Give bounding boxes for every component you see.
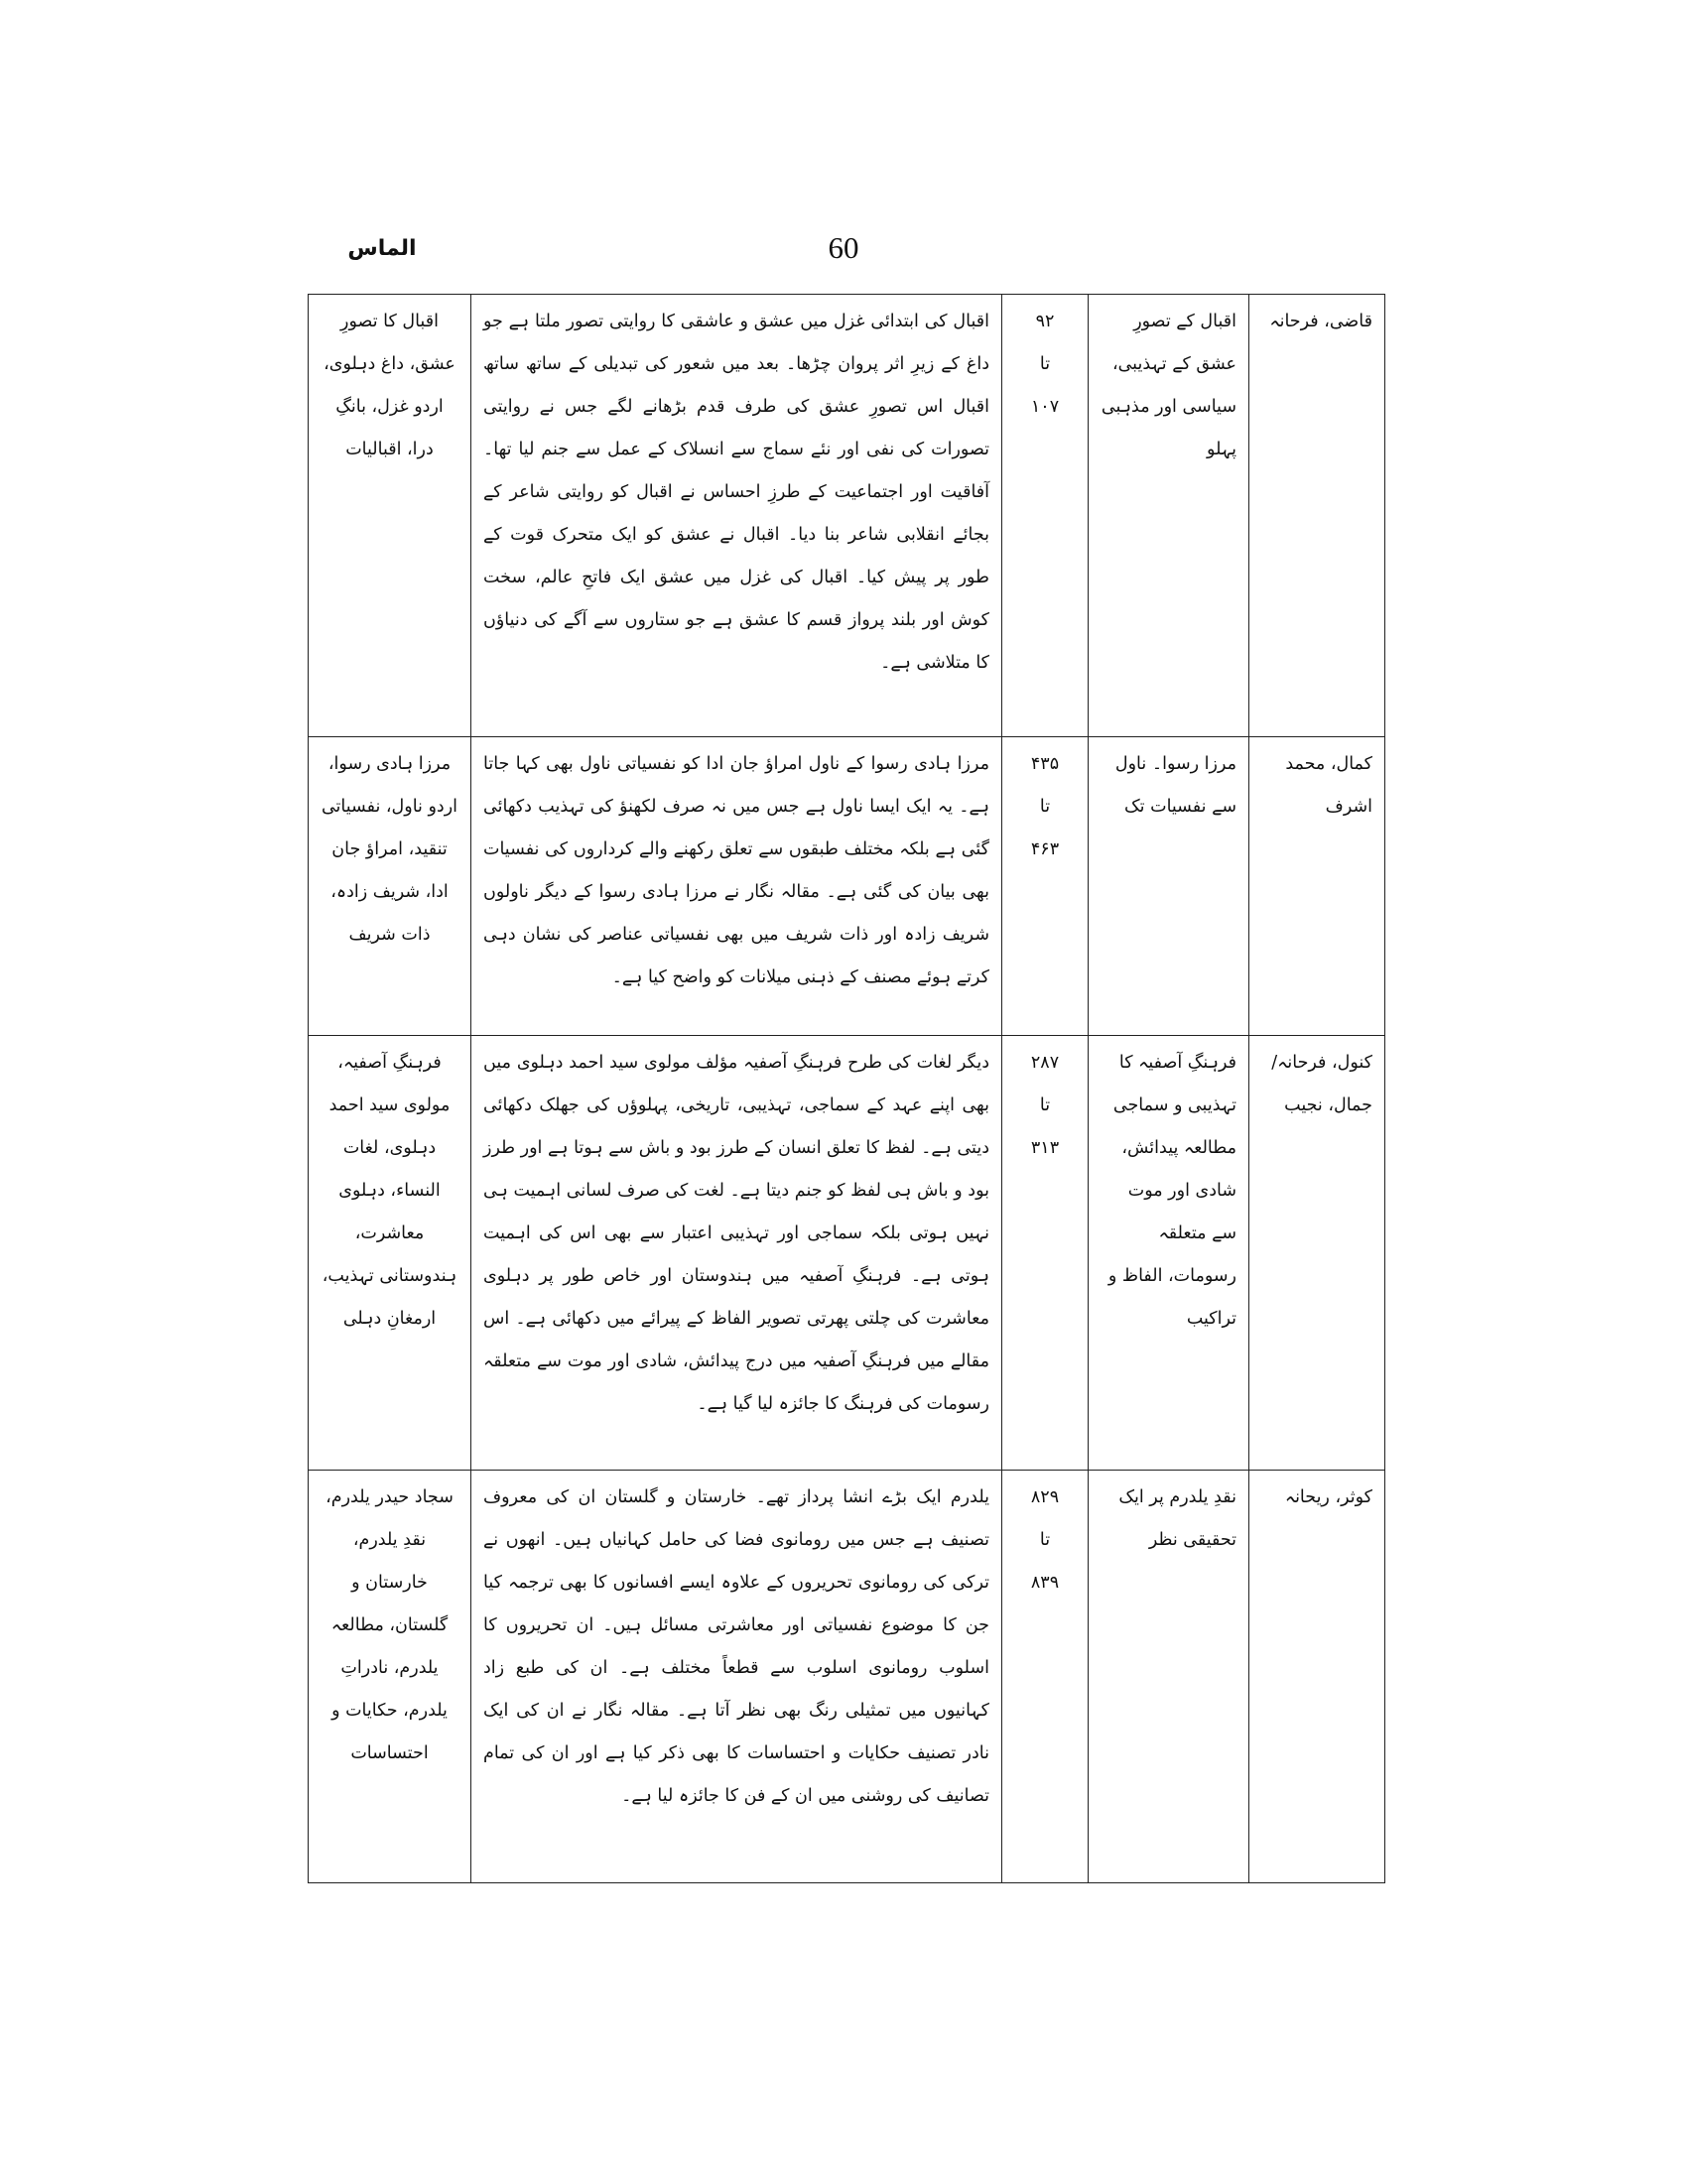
table-row	[309, 1036, 1385, 1471]
page-end: ۴۶۳	[1030, 839, 1060, 859]
keywords-cell: مرزا ہادی رسوا، اردو ناول، نفسیاتی تنقید، امراؤ جان ادا، شریف زادہ، ذات شریف	[309, 737, 471, 1036]
title-cell: فرہنگِ آصفیہ کا تہذیبی و سماجی مطالعہ پیدائش، شادی اور موت سے متعلقہ رسومات، الفاظ و تراکیب	[1089, 1036, 1249, 1471]
page-start: ۸۲۹	[1030, 1487, 1060, 1507]
pages-cell	[1002, 1036, 1089, 1471]
bibliography-table	[308, 294, 1385, 1883]
page-end: ۸۳۹	[1030, 1573, 1060, 1593]
page-separator: تا	[1039, 354, 1051, 374]
author-cell: قاضی، فرحانہ	[1249, 295, 1385, 737]
abstract-cell: دیگر لغات کی طرح فرہنگِ آصفیہ مؤلف مولوی سید احمد دہلوی میں بھی اپنے عہد کے سماجی، تہذیبی، تاریخی، پہلوؤں کی جھلک دکھائی دیتی ہے۔ لفظ کا تعلق انسان کے طرز بود و باش سے ہوتا ہے اور طرز بود و باش ہی لفظ کو جنم دیتا ہے۔ لغت کی صرف لسانی اہمیت ہی نہیں ہوتی بلکہ سماجی اور تہذیبی اعتبار سے بھی اس کی اہمیت ہوتی ہے۔ فرہنگِ آصفیہ میں ہندوستان اور خاص طور پر دہلوی معاشرت کی چلتی پھرتی تصویر الفاظ کے پیرائے میں دکھائی ہے۔ اس مقالے میں فرہنگِ آصفیہ میں درج پیدائش، شادی اور موت سے متعلقہ رسومات کی فرہنگ کا جائزہ لیا گیا ہے۔	[471, 1036, 1002, 1471]
page-separator: تا	[1039, 1530, 1051, 1550]
page-separator: تا	[1039, 797, 1051, 817]
pages-cell	[1002, 295, 1089, 737]
pages-cell	[1002, 1471, 1089, 1883]
title-cell: مرزا رسوا۔ ناول سے نفسیات تک	[1089, 737, 1249, 1036]
abstract-cell: یلدرم ایک بڑے انشا پرداز تھے۔ خارستان و گلستان ان کی معروف تصنیف ہے جس میں رومانوی فضا کی حامل کہانیاں ہیں۔ انھوں نے ترکی کی رومانوی تحریروں کے علاوہ ایسے افسانوں کا بھی ترجمہ کیا جن کا موضوع نفسیاتی اور معاشرتی مسائل ہیں۔ ان تحریروں کا اسلوب رومانوی اسلوب سے قطعاً مختلف ہے۔ ان کی طبع زاد کہانیوں میں تمثیلی رنگ بھی نظر آتا ہے۔ مقالہ نگار نے ان کی ایک نادر تصنیف حکایات و احتساسات کا بھی ذکر کیا ہے اور ان کی تمام تصانیف کی روشنی میں ان کے فن کا جائزہ لیا ہے۔	[471, 1471, 1002, 1883]
author-cell: کمال، محمد اشرف	[1249, 737, 1385, 1036]
keywords-cell: اقبال کا تصورِ عشق، داغ دہلوی، اردو غزل، بانگِ درا، اقبالیات	[309, 295, 471, 737]
abstract-cell: اقبال کی ابتدائی غزل میں عشق و عاشقی کا روایتی تصور ملتا ہے جو داغ کے زیرِ اثر پروان چڑھا۔ بعد میں شعور کی تبدیلی کے ساتھ ساتھ اقبال اس تصورِ عشق کی طرف قدم بڑھانے لگے جس نے روایتی تصورات کی نفی اور نئے سماج سے انسلاک کے عمل سے جنم لیا تھا۔ آفاقیت اور اجتماعیت کے طرزِ احساس نے اقبال کو روایتی شاعر کے بجائے انقلابی شاعر بنا دیا۔ اقبال نے عشق کو ایک متحرک قوت کے طور پر پیش کیا۔ اقبال کی غزل میں عشق ایک فاتحِ عالم، سخت کوش اور بلند پرواز قسم کا عشق ہے جو ستاروں سے آگے کی دنیاؤں کا متلاشی ہے۔	[471, 295, 1002, 737]
page-end: ۳۱۳	[1030, 1138, 1060, 1158]
title-cell: اقبال کے تصورِ عشق کے تہذیبی، سیاسی اور مذہبی پہلو	[1089, 295, 1249, 737]
author-cell: کوثر، ریحانہ	[1249, 1471, 1385, 1883]
table-row	[309, 1471, 1385, 1883]
pages-cell	[1002, 737, 1089, 1036]
table-row	[309, 737, 1385, 1036]
page-number: 60	[828, 230, 859, 265]
keywords-cell: فرہنگِ آصفیہ، مولوی سید احمد دہلوی، لغات النساء، دہلوی معاشرت، ہندوستانی تہذیب، ارمغانِ دہلی	[309, 1036, 471, 1471]
page-start: ۲۸۷	[1030, 1053, 1060, 1073]
running-title: الماس	[347, 236, 417, 261]
abstract-cell: مرزا ہادی رسوا کے ناول امراؤ جان ادا کو نفسیاتی ناول بھی کہا جاتا ہے۔ یہ ایک ایسا ناول ہے جس میں نہ صرف لکھنؤ کی تہذیب دکھائی گئی ہے بلکہ مختلف طبقوں سے تعلق رکھنے والے کرداروں کی نفسیات بھی بیان کی گئی ہے۔ مقالہ نگار نے مرزا ہادی رسوا کے دیگر ناولوں شریف زادہ اور ذات شریف میں بھی نفسیاتی عناصر کی نشان دہی کرتے ہوئے مصنف کے ذہنی میلانات کو واضح کیا ہے۔	[471, 737, 1002, 1036]
page-start: ۹۲	[1035, 312, 1055, 331]
page-separator: تا	[1039, 1095, 1051, 1115]
title-cell: نقدِ یلدرم پر ایک تحقیقی نظر	[1089, 1471, 1249, 1883]
page-start: ۴۳۵	[1030, 754, 1060, 774]
author-cell: کنول، فرحانہ/ جمال، نجیب	[1249, 1036, 1385, 1471]
page-end: ۱۰۷	[1030, 397, 1060, 417]
table-row	[309, 295, 1385, 737]
keywords-cell: سجاد حیدر یلدرم، نقدِ یلدرم، خارستان و گلستان، مطالعہ یلدرم، نادراتِ یلدرم، حکایات و احتساسات	[309, 1471, 471, 1883]
